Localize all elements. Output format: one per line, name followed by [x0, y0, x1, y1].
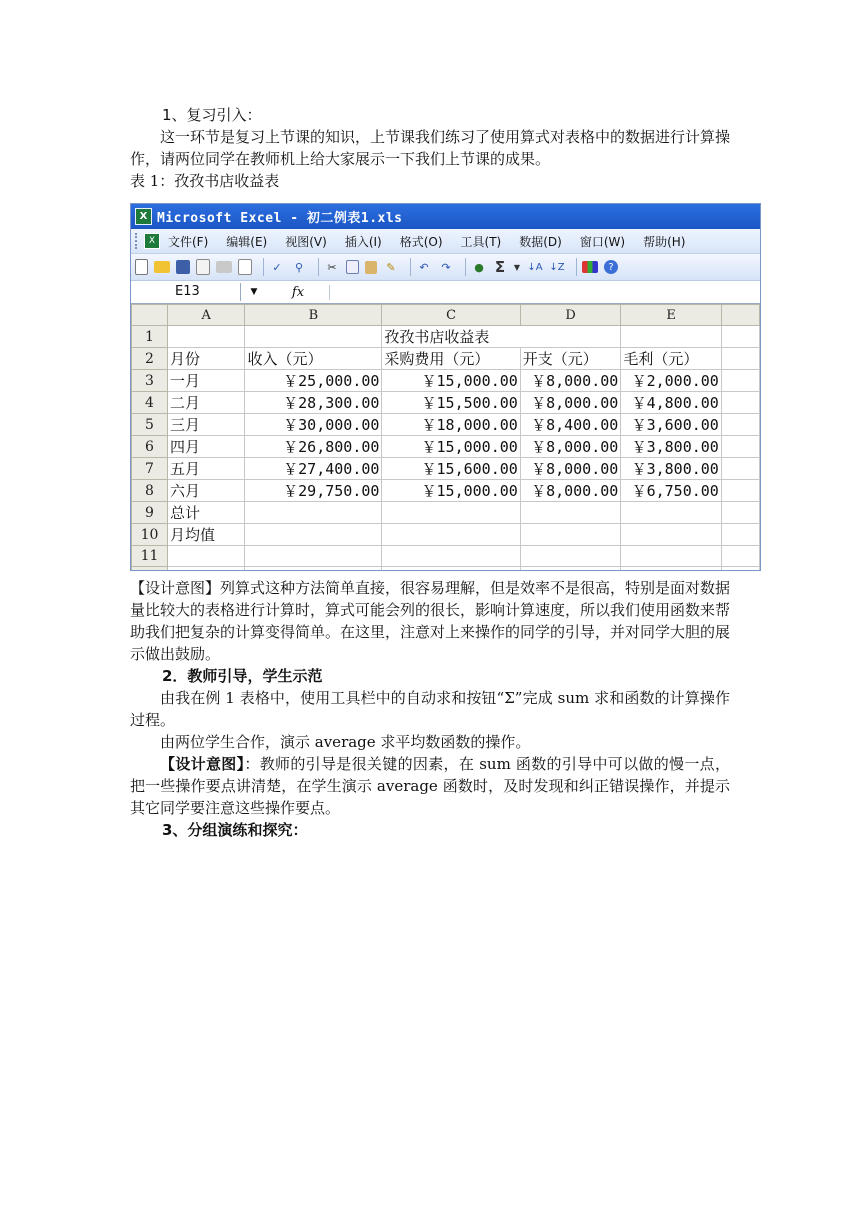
formula-input[interactable]	[330, 283, 760, 301]
header-cell[interactable]: 收入（元）	[245, 348, 382, 370]
menu-format[interactable]: 格式(O)	[399, 234, 443, 249]
menu-file[interactable]: 文件(F)	[168, 234, 209, 249]
cell[interactable]	[621, 502, 722, 524]
redo-icon[interactable]: ↷	[441, 260, 451, 274]
column-header-d[interactable]: D	[520, 305, 621, 326]
month-cell[interactable]: 三月	[168, 414, 245, 436]
table-row	[132, 414, 760, 436]
open-icon[interactable]	[154, 261, 170, 273]
workbook-icon[interactable]: X	[144, 233, 160, 249]
sheet-title-cell[interactable]: 孜孜书店收益表	[382, 326, 621, 348]
income-cell[interactable]: ￥27,400.00	[245, 458, 382, 480]
section1-paragraph: 这一环节是复习上节课的知识，上节课我们练习了使用算式对表格中的数据进行计算操作，请两位同学在教师机上给大家展示一下我们上节课的成果。	[130, 128, 731, 168]
expense-cell[interactable]: ￥8,000.00	[520, 480, 621, 502]
purchase-cell[interactable]: ￥15,600.00	[382, 458, 520, 480]
section2-paragraph-2: 由两位学生合作，演示 average 求平均数函数的操作。	[160, 733, 531, 751]
column-header-c[interactable]: C	[382, 305, 520, 326]
month-cell[interactable]: 四月	[168, 436, 245, 458]
fx-icon[interactable]: fx	[267, 285, 330, 300]
header-cell[interactable]: 月份	[168, 348, 245, 370]
cell[interactable]	[168, 546, 245, 567]
cell[interactable]	[621, 546, 722, 567]
table-row	[132, 458, 760, 480]
cell[interactable]	[245, 502, 382, 524]
autosum-icon[interactable]: Σ	[494, 258, 506, 276]
profit-cell[interactable]: ￥4,800.00	[621, 392, 722, 414]
expense-cell[interactable]: ￥8,000.00	[520, 436, 621, 458]
chevron-down-icon[interactable]: ▼	[513, 262, 521, 272]
income-cell[interactable]: ￥26,800.00	[245, 436, 382, 458]
cell[interactable]	[621, 524, 722, 546]
cell[interactable]	[721, 414, 759, 436]
section2-paragraph-1: 由我在例 1 表格中，使用工具栏中的自动求和按钮“Σ”完成 sum 求和函数的计算操作过程。	[130, 689, 730, 729]
menu-window[interactable]: 窗口(W)	[579, 234, 626, 249]
window-title: Microsoft Excel - 初二例表1.xls	[157, 211, 403, 226]
cell[interactable]	[382, 567, 520, 572]
header-cell[interactable]: 毛利（元）	[621, 348, 722, 370]
cell[interactable]	[245, 326, 382, 348]
format-painter-icon[interactable]: ✎	[386, 260, 396, 274]
section2-intent-paragraph	[130, 753, 730, 819]
menu-help[interactable]: 帮助(H)	[643, 234, 686, 249]
month-cell[interactable]: 五月	[168, 458, 245, 480]
spelling-icon[interactable]: ✓	[272, 260, 282, 274]
permission-icon[interactable]	[196, 259, 210, 275]
cell[interactable]	[721, 348, 759, 370]
income-cell[interactable]: ￥30,000.00	[245, 414, 382, 436]
new-icon[interactable]	[135, 259, 148, 275]
average-label-cell[interactable]: 月均值	[168, 524, 245, 546]
copy-icon[interactable]	[346, 260, 359, 274]
cell[interactable]	[520, 546, 621, 567]
total-label-cell[interactable]: 总计	[168, 502, 245, 524]
document-top	[130, 104, 730, 192]
paste-icon[interactable]	[365, 261, 377, 274]
purchase-cell[interactable]: ￥15,500.00	[382, 392, 520, 414]
cell[interactable]	[245, 567, 382, 572]
cell[interactable]	[168, 326, 245, 348]
profit-cell[interactable]: ￥3,600.00	[621, 414, 722, 436]
row-header[interactable]	[132, 567, 168, 572]
row-header[interactable]: 7	[132, 458, 168, 480]
menu-insert[interactable]: 插入(I)	[344, 234, 382, 249]
cell[interactable]	[382, 524, 520, 546]
standard-toolbar	[131, 254, 760, 281]
section1-heading: 1、复习引入：	[162, 106, 262, 124]
toolbar-separator	[465, 258, 466, 276]
section3-heading: 3、分组演练和探究：	[162, 821, 308, 839]
cell[interactable]	[721, 546, 759, 567]
income-cell[interactable]: ￥28,300.00	[245, 392, 382, 414]
menu-data[interactable]: 数据(D)	[519, 234, 562, 249]
cell[interactable]	[721, 458, 759, 480]
profit-cell[interactable]: ￥3,800.00	[621, 458, 722, 480]
table-row	[132, 392, 760, 414]
chart-wizard-icon[interactable]	[582, 261, 598, 273]
row-header[interactable]: 3	[132, 370, 168, 392]
cell[interactable]	[721, 370, 759, 392]
purchase-cell[interactable]: ￥15,000.00	[382, 370, 520, 392]
document-bottom	[130, 577, 730, 841]
toolbar-separator	[410, 258, 411, 276]
save-icon[interactable]	[176, 260, 190, 274]
row-header[interactable]: 4	[132, 392, 168, 414]
excel-icon: X	[135, 208, 152, 225]
cell[interactable]	[382, 502, 520, 524]
undo-icon[interactable]: ↶	[419, 260, 429, 274]
menubar-grip	[135, 233, 141, 249]
toolbar-separator	[318, 258, 319, 276]
header-cell[interactable]: 开支（元）	[520, 348, 621, 370]
cell[interactable]	[520, 502, 621, 524]
spreadsheet-grid	[131, 304, 760, 571]
excel-window	[130, 203, 761, 571]
expense-cell[interactable]: ￥8,000.00	[520, 458, 621, 480]
design-intent-label: 【设计意图】	[160, 755, 245, 773]
expense-cell[interactable]: ￥8,400.00	[520, 414, 621, 436]
formula-bar	[131, 281, 760, 304]
purchase-cell[interactable]: ￥15,000.00	[382, 480, 520, 502]
cell[interactable]	[721, 480, 759, 502]
cell[interactable]	[245, 546, 382, 567]
income-cell[interactable]: ￥29,750.00	[245, 480, 382, 502]
row-header[interactable]: 5	[132, 414, 168, 436]
cell[interactable]	[621, 567, 722, 572]
row-header[interactable]: 1	[132, 326, 168, 348]
month-cell[interactable]: 六月	[168, 480, 245, 502]
month-cell[interactable]: 一月	[168, 370, 245, 392]
cell[interactable]	[721, 567, 759, 572]
sort-descending-icon[interactable]: ↓Z	[549, 261, 565, 273]
column-header-e[interactable]: E	[621, 305, 722, 326]
menu-tools[interactable]: 工具(T)	[460, 234, 502, 249]
chevron-down-icon[interactable]: ▼	[250, 287, 258, 297]
table-row	[132, 480, 760, 502]
section2-heading: 2．教师引导，学生示范	[162, 667, 323, 685]
cut-icon[interactable]: ✂	[327, 260, 337, 274]
cell[interactable]	[520, 567, 621, 572]
header-cell[interactable]: 采购费用（元）	[382, 348, 520, 370]
cell[interactable]	[245, 524, 382, 546]
table-caption: 表 1：孜孜书店收益表	[130, 172, 280, 190]
toolbar-separator	[576, 258, 577, 276]
cell[interactable]	[168, 567, 245, 572]
column-header-a[interactable]: A	[168, 305, 245, 326]
column-header-b[interactable]: B	[245, 305, 382, 326]
purchase-cell[interactable]: ￥18,000.00	[382, 414, 520, 436]
cell[interactable]	[721, 392, 759, 414]
toolbar-separator	[263, 258, 264, 276]
profit-cell[interactable]: ￥6,750.00	[621, 480, 722, 502]
cell[interactable]	[721, 524, 759, 546]
hyperlink-icon[interactable]: ●	[474, 260, 484, 274]
help-icon[interactable]: ?	[604, 260, 618, 274]
row-header[interactable]: 6	[132, 436, 168, 458]
row-header[interactable]: 11	[132, 546, 168, 567]
expense-cell[interactable]: ￥8,000.00	[520, 370, 621, 392]
cell[interactable]	[721, 502, 759, 524]
research-icon[interactable]: ⚲	[294, 260, 304, 274]
table-row	[132, 436, 760, 458]
select-all-corner[interactable]	[132, 305, 168, 326]
print-icon[interactable]	[216, 261, 232, 273]
name-box[interactable]: E13	[131, 283, 241, 301]
purchase-cell[interactable]: ￥15,000.00	[382, 436, 520, 458]
income-cell[interactable]: ￥25,000.00	[245, 370, 382, 392]
column-header-f[interactable]	[721, 305, 759, 326]
profit-cell[interactable]: ￥2,000.00	[621, 370, 722, 392]
menu-edit[interactable]: 编辑(E)	[226, 234, 268, 249]
design-intent-paragraph: 【设计意图】列算式这种方法简单直接，很容易理解，但是效率不是很高，特别是面对数据量比较大的表格进行计算时，算式可能会列的很长，影响计算速度，所以我们使用函数来帮助我们把复杂的计算变得简单。在这里，注意对上来操作的同学的引导，并对同学大胆的展示做出鼓励。	[130, 579, 731, 663]
table-row	[132, 370, 760, 392]
excel-titlebar	[131, 204, 760, 229]
row-header[interactable]: 9	[132, 502, 168, 524]
row-header[interactable]: 8	[132, 480, 168, 502]
design-intent-text: ：教师的引导是很关键的因素，在 sum 函数的引导中可以做的慢一点，把一些操作要点讲清楚，在学生演示 average 函数时，及时发现和纠正错误操作，并提示其它同学要注意这些操作要点。	[130, 755, 730, 817]
cell[interactable]	[721, 326, 759, 348]
cell[interactable]	[721, 436, 759, 458]
menu-bar	[131, 229, 760, 254]
profit-cell[interactable]: ￥3,800.00	[621, 436, 722, 458]
cell[interactable]	[382, 546, 520, 567]
cell[interactable]	[520, 524, 621, 546]
cell[interactable]	[621, 326, 722, 348]
menu-view[interactable]: 视图(V)	[285, 234, 327, 249]
print-preview-icon[interactable]	[238, 259, 252, 275]
sort-ascending-icon[interactable]: ↓A	[527, 261, 543, 273]
row-header[interactable]: 2	[132, 348, 168, 370]
expense-cell[interactable]: ￥8,000.00	[520, 392, 621, 414]
row-header[interactable]: 10	[132, 524, 168, 546]
month-cell[interactable]: 二月	[168, 392, 245, 414]
